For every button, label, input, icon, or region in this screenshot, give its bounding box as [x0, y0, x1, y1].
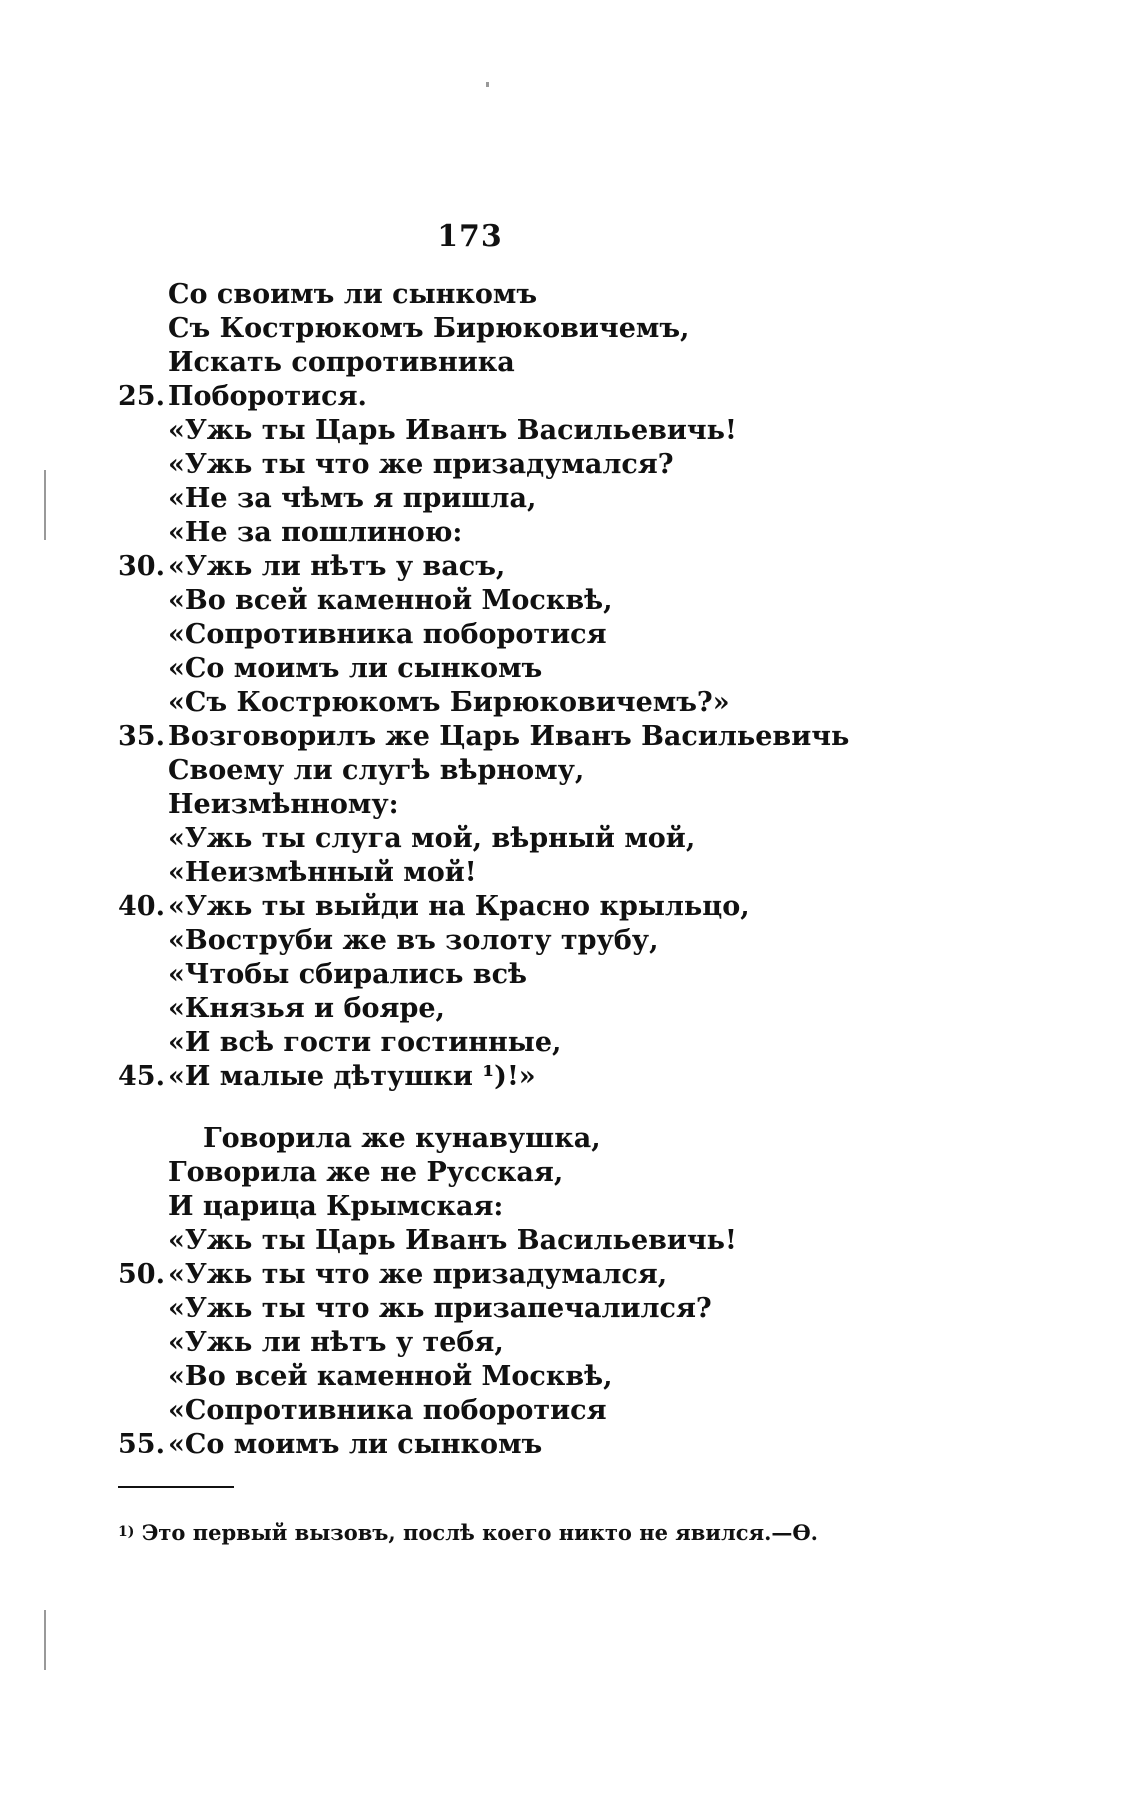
verse-line [0, 584, 1140, 618]
verse-line [0, 1292, 1140, 1326]
verse-text: «Сопротивника поборотися [168, 619, 607, 650]
verse-line [0, 1026, 1140, 1060]
line-number: 25. [118, 381, 165, 412]
verse-text: Говорила же не Русская, [168, 1157, 564, 1188]
verse-text: «Не за пошлиною: [168, 517, 463, 548]
line-number: 55. [118, 1429, 165, 1460]
verse-line [0, 652, 1140, 686]
verse-line [0, 720, 1140, 754]
verse-text: «Сопротивника поборотися [168, 1395, 607, 1426]
verse-line [0, 1394, 1140, 1428]
verse-text: И царица Крымская: [168, 1191, 504, 1222]
verse-text: «Ужь ты слуга мой, вѣрный мой, [168, 823, 696, 854]
footnote-text: Это первый вызовъ, послѣ коего никто не явился.—Ө. [141, 1520, 818, 1545]
page-number: 173 [437, 219, 503, 254]
footnote-rule [118, 1486, 234, 1488]
verse-line [0, 822, 1140, 856]
verse-text: «Не за чѣмъ я пришла, [168, 483, 537, 514]
verse-text: Своему ли слугѣ вѣрному, [168, 755, 585, 786]
line-number: 30. [118, 551, 165, 582]
verse-text: «Вoструби же въ золоту трубу, [168, 925, 659, 956]
verse-text: «Ужь ты что жь призапечалился? [168, 1293, 712, 1324]
verse-text: «Со моимъ ли сынкомъ [168, 653, 543, 684]
verse-line [0, 1122, 1140, 1156]
verse-line [0, 890, 1140, 924]
verse-text: Искать сопротивника [168, 347, 515, 378]
verse-line [0, 414, 1140, 448]
line-number: 50. [118, 1259, 165, 1290]
stanza-2 [0, 1122, 1140, 1462]
footnote-marker: 1) [118, 1524, 135, 1540]
scan-edge-mark [44, 1610, 46, 1670]
verse-line [0, 618, 1140, 652]
verse-text: «Ужь ты выйди на Красно крыльцо, [168, 891, 750, 922]
scan-edge-mark [44, 470, 46, 540]
verse-text: «Ужь ли нѣтъ у васъ, [168, 551, 506, 582]
verse-line [0, 788, 1140, 822]
verse-line [0, 856, 1140, 890]
verse-text: «Чтобы сбирались всѣ [168, 959, 528, 990]
line-number: 40. [118, 891, 165, 922]
verse-text: «Во всей каменной Москвѣ, [168, 585, 613, 616]
verse-line [0, 1190, 1140, 1224]
footnote [118, 1518, 818, 1551]
verse-line [0, 1224, 1140, 1258]
verse-line [0, 1156, 1140, 1190]
verse-line [0, 924, 1140, 958]
verse-line [0, 992, 1140, 1026]
verse-text: «Ужь ли нѣтъ у тебя, [168, 1327, 504, 1358]
verse-line [0, 1428, 1140, 1462]
verse-line [0, 482, 1140, 516]
verse-text: «Ужь ты Царь Иванъ Васильевичь! [168, 1225, 737, 1256]
verse-text: Говорила же кунавушка, [203, 1123, 601, 1154]
verse-text: «Князья и бояре, [168, 993, 445, 1024]
verse-text: «Ужь ты что же призадумался, [168, 1259, 668, 1290]
verse-line [0, 448, 1140, 482]
verse-text: Съ Кострюкомъ Бирюковичемъ, [168, 313, 690, 344]
verse-text: «И всѣ гости гостинные, [168, 1027, 562, 1058]
verse-line [0, 958, 1140, 992]
verse-line [0, 346, 1140, 380]
verse-text: Поборотися. [168, 381, 367, 412]
verse-line [0, 1360, 1140, 1394]
verse-text: «И малые дѣтушки ¹)!» [168, 1061, 536, 1092]
verse-line [0, 550, 1140, 584]
verse-line [0, 686, 1140, 720]
verse-text: Со своимъ ли сынкомъ [168, 279, 538, 310]
verse-line [0, 754, 1140, 788]
verse-text: «Во всей каменной Москвѣ, [168, 1361, 613, 1392]
stanza-1 [0, 278, 1140, 1094]
verse-text: Возговорилъ же Царь Иванъ Васильевичь [168, 721, 850, 752]
verse-text: «Ужь ты что же призадумался? [168, 449, 674, 480]
line-number: 35. [118, 721, 165, 752]
verse-text: «Со моимъ ли сынкомъ [168, 1429, 543, 1460]
verse-text: «Ужь ты Царь Иванъ Васильевичь! [168, 415, 737, 446]
line-number: 45. [118, 1061, 165, 1092]
verse-line [0, 312, 1140, 346]
verse-text: «Съ Кострюкомъ Бирюковичемъ?» [168, 687, 730, 718]
verse-line [0, 380, 1140, 414]
verse-line [0, 1326, 1140, 1360]
verse-text: Неизмѣнному: [168, 789, 399, 820]
verse-line [0, 516, 1140, 550]
verse-line [0, 1060, 1140, 1094]
verse-line [0, 1258, 1140, 1292]
verse-text: «Неизмѣнный мой! [168, 857, 477, 888]
verse-line [0, 278, 1140, 312]
scan-speck [486, 82, 489, 87]
